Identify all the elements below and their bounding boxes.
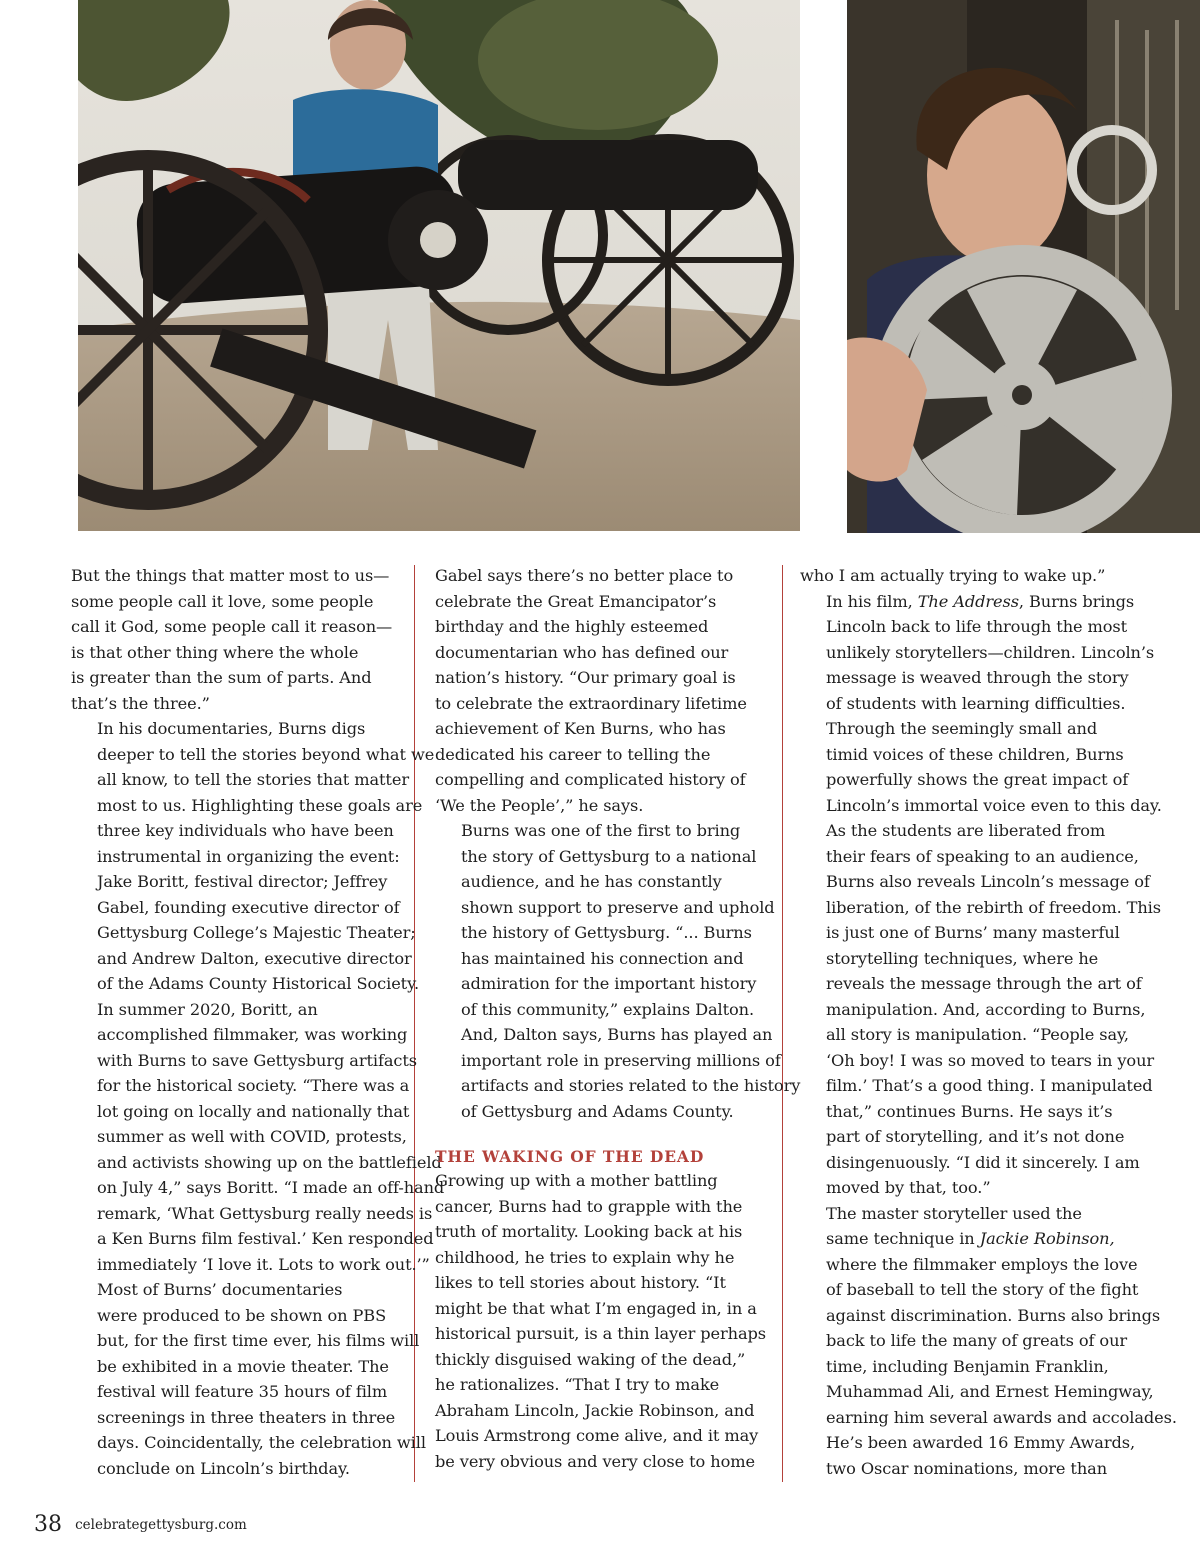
paragraph	[435, 1168, 767, 1474]
text-line: has maintained his connection and	[461, 948, 744, 968]
text-line: Jake Boritt, festival director; Jeffrey	[97, 872, 388, 891]
page-footer	[34, 1512, 247, 1537]
text-line: some people call it love, some people	[71, 591, 374, 611]
photo-cannon	[78, 0, 800, 531]
column-rule-2	[782, 565, 783, 1482]
text-line: But the things that matter most to us—	[71, 566, 390, 585]
text-line: audience, and he has constantly	[461, 872, 722, 891]
text-line: message is weaved through the story	[826, 668, 1129, 687]
paragraph	[435, 563, 767, 818]
text-line: against discrimination. Burns also brings	[826, 1305, 1161, 1325]
text-line: birthday and the highly esteemed	[435, 617, 709, 636]
text-line: same technique in Jackie Robinson,	[826, 1229, 1115, 1248]
text-line: three key individuals who have been	[97, 821, 394, 840]
text-line: and activists showing up on the battlefield	[97, 1152, 442, 1172]
text-line: Gabel, founding executive director of	[97, 897, 400, 917]
text-line: festival will feature 35 hours of film	[97, 1382, 388, 1401]
text-line: manipulation. And, according to Burns,	[826, 999, 1146, 1019]
text-line: back to life the many of greats of our	[826, 1331, 1128, 1350]
text-line: dedicated his career to telling the	[435, 744, 711, 764]
text-line: In his film, The Address, Burns brings	[826, 591, 1135, 611]
paragraph	[800, 818, 1161, 1201]
text-line: that’s the three.”	[71, 693, 210, 713]
text-line: powerfully shows the great impact of	[826, 770, 1129, 789]
text-line: but, for the first time ever, his films will	[97, 1331, 420, 1350]
text-line: In his documentaries, Burns digs	[97, 719, 366, 738]
text-line: The master storyteller used the	[826, 1203, 1082, 1223]
text-line: might be that what I’m engaged in, in a	[435, 1298, 757, 1318]
text-line: were produced to be shown on PBS	[97, 1305, 387, 1325]
text-line: call it God, some people call it reason—	[71, 617, 393, 636]
text-line: screenings in three theaters in three	[97, 1407, 396, 1427]
text-line: film.’ That’s a good thing. I manipulated	[826, 1076, 1153, 1095]
text-line: historical pursuit, is a thin layer perhaps	[435, 1324, 767, 1343]
text-line: instrumental in organizing the event:	[97, 846, 400, 866]
text-line: two Oscar nominations, more than	[826, 1458, 1108, 1478]
text-line: is greater than the sum of parts. And	[71, 668, 372, 687]
text-line: unlikely storytellers—children. Lincoln’s	[826, 642, 1155, 662]
article-column-3	[800, 563, 1177, 1481]
text-line: immediately ‘I love it. Lots to work out.’”	[97, 1254, 430, 1274]
text-line: achievement of Ken Burns, who has	[435, 719, 726, 738]
text-line: lot going on locally and nationally that	[97, 1101, 410, 1121]
text-line: liberation, of the rebirth of freedom. This	[826, 897, 1161, 917]
text-line: Growing up with a mother battling	[435, 1171, 718, 1190]
paragraph	[71, 997, 445, 1278]
text-line: reveals the message through the art of	[826, 974, 1142, 993]
text-line: compelling and complicated history of	[435, 770, 746, 789]
paragraph	[800, 1201, 1177, 1482]
text-line: be very obvious and very close to home	[435, 1451, 755, 1471]
text-line: Gettysburg College’s Majestic Theater;	[97, 923, 416, 942]
text-line: celebrate the Great Emancipator’s	[435, 591, 717, 611]
film-title: Jackie Robinson,	[979, 1229, 1115, 1248]
text-line: Louis Armstrong come alive, and it may	[435, 1426, 759, 1445]
text-line: Gabel says there’s no better place to	[435, 566, 734, 585]
text-line: and Andrew Dalton, executive director	[97, 948, 412, 968]
text-line: admiration for the important history	[461, 974, 757, 993]
text-line: cancer, Burns had to grapple with the	[435, 1196, 743, 1216]
paragraph	[71, 1277, 426, 1481]
text-line: ‘Oh boy! I was so moved to tears in your	[826, 1050, 1155, 1070]
text-line: He’s been awarded 16 Emmy Awards,	[826, 1433, 1136, 1452]
text-line: moved by that, too.”	[826, 1178, 991, 1197]
text-line: truth of mortality. Looking back at his	[435, 1222, 743, 1241]
text-line: ‘We the People’,” he says.	[435, 795, 644, 815]
text-line: the history of Gettysburg. “... Burns	[461, 923, 752, 942]
text-line: Lincoln back to life through the most	[826, 617, 1128, 636]
text-line: of Gettysburg and Adams County.	[461, 1101, 734, 1121]
text-line: Through the seemingly small and	[826, 719, 1098, 738]
paragraph	[435, 818, 801, 1124]
text-line: conclude on Lincoln’s birthday.	[97, 1458, 350, 1478]
footer-url: celebrategettysburg.com	[75, 1516, 247, 1533]
text-line: all story is manipulation. “People say,	[826, 1025, 1129, 1044]
section-heading: THE WAKING OF THE DEAD	[435, 1147, 705, 1166]
text-line: likes to tell stories about history. “It	[435, 1273, 726, 1292]
text-line: Burns also reveals Lincoln’s message of	[826, 872, 1150, 891]
text-line: As the students are liberated from	[826, 821, 1106, 840]
text-line: with Burns to save Gettysburg artifacts	[97, 1050, 417, 1070]
text-line: part of storytelling, and it’s not done	[826, 1127, 1125, 1146]
text-line: on July 4,” says Boritt. “I made an off-hand	[97, 1178, 445, 1197]
text-line: a Ken Burns film festival.’ Ken responded	[97, 1229, 434, 1248]
text-line: important role in preserving millions of	[461, 1050, 781, 1070]
text-line: nation’s history. “Our primary goal is	[435, 668, 736, 687]
text-line: Burns was one of the first to bring	[461, 821, 741, 840]
text-line: summer as well with COVID, protests,	[97, 1127, 407, 1146]
article-column-1	[71, 563, 445, 1481]
text-line: where the filmmaker employs the love	[826, 1254, 1138, 1274]
text-line: accomplished filmmaker, was working	[97, 1025, 408, 1044]
paragraph	[800, 589, 1162, 819]
text-line: days. Coincidentally, the celebration will	[97, 1433, 426, 1452]
text-line: deeper to tell the stories beyond what we	[97, 744, 435, 764]
text-line: In summer 2020, Boritt, an	[97, 999, 318, 1019]
text-line: he rationalizes. “That I try to make	[435, 1375, 720, 1394]
page-number: 38	[34, 1512, 62, 1537]
text-line: be exhibited in a movie theater. The	[97, 1356, 389, 1376]
text-line: Lincoln’s immortal voice even to this day.	[826, 795, 1162, 815]
text-line: Muhammad Ali, and Ernest Hemingway,	[826, 1382, 1154, 1401]
text-line: documentarian who has defined our	[435, 642, 729, 662]
text-line: their fears of speaking to an audience,	[826, 846, 1139, 866]
text-line: earning him several awards and accolades.	[826, 1407, 1177, 1427]
text-line: shown support to preserve and uphold	[461, 897, 775, 917]
text-line: thickly disguised waking of the dead,”	[435, 1349, 746, 1369]
text-line: storytelling techniques, where he	[826, 948, 1099, 968]
text-line: for the historical society. “There was a	[97, 1076, 410, 1095]
text-line: disingenuously. “I did it sincerely. I am	[826, 1152, 1140, 1172]
text-line: of this community,” explains Dalton.	[461, 999, 755, 1019]
article-column-2	[435, 563, 801, 1474]
photo-film-reel	[847, 0, 1200, 533]
paragraph	[800, 563, 1132, 589]
text-line: who I am actually trying to wake up.”	[800, 566, 1106, 585]
text-line: artifacts and stories related to the history	[461, 1076, 801, 1095]
text-line: is that other thing where the whole	[71, 642, 359, 662]
text-line: of the Adams County Historical Society.	[97, 974, 420, 993]
paragraph	[71, 563, 401, 716]
text-line: Abraham Lincoln, Jackie Robinson, and	[435, 1400, 755, 1420]
paragraph	[71, 716, 435, 997]
text-line: remark, ‘What Gettysburg really needs is	[97, 1203, 433, 1223]
text-line: of students with learning difficulties.	[826, 693, 1126, 713]
text-line: time, including Benjamin Franklin,	[826, 1356, 1109, 1376]
text-line: timid voices of these children, Burns	[826, 744, 1124, 764]
text-line: all know, to tell the stories that matter	[97, 770, 409, 789]
text-line: most to us. Highlighting these goals are	[97, 795, 423, 815]
film-title: The Address	[917, 591, 1019, 611]
text-line: And, Dalton says, Burns has played an	[461, 1025, 773, 1044]
text-line: Most of Burns’ documentaries	[97, 1280, 343, 1299]
text-line: of baseball to tell the story of the fight	[826, 1280, 1139, 1299]
text-line: that,” continues Burns. He says it’s	[826, 1101, 1113, 1121]
text-line: is just one of Burns’ many masterful	[826, 923, 1120, 942]
text-line: the story of Gettysburg to a national	[461, 846, 757, 866]
text-line: childhood, he tries to explain why he	[435, 1247, 735, 1267]
text-line: to celebrate the extraordinary lifetime	[435, 693, 747, 713]
